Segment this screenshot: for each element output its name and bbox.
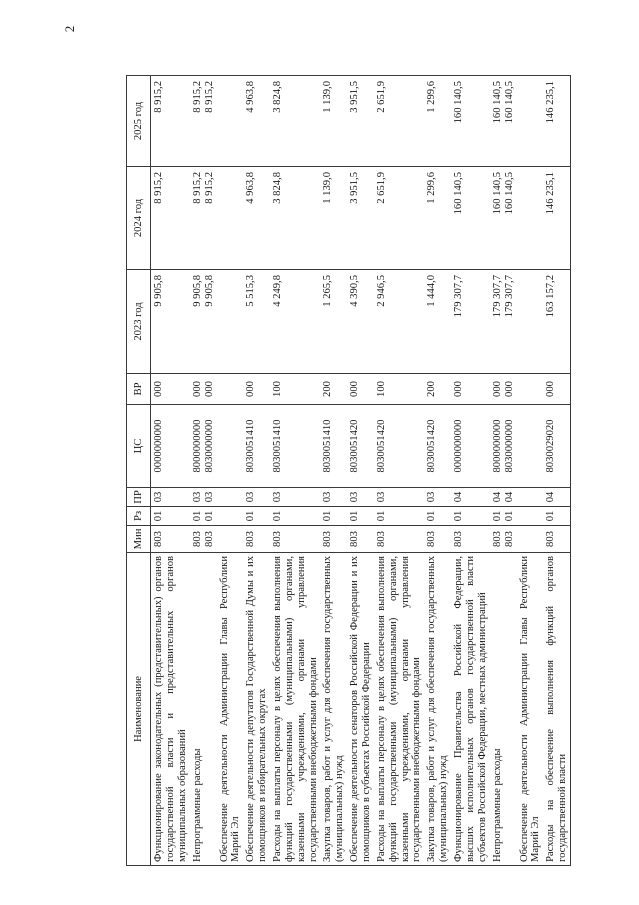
cell-min-value: 803 bbox=[491, 531, 503, 547]
cell-rz bbox=[543, 507, 570, 526]
cell-2024 bbox=[517, 167, 544, 270]
header-min: Мин bbox=[127, 526, 151, 553]
cell-cs-value: 8030051410 bbox=[245, 419, 257, 473]
cell-min bbox=[270, 526, 320, 553]
cell-min-value: 803 bbox=[245, 531, 257, 547]
header-2023: 2023 год bbox=[127, 270, 151, 374]
page-number: 2 bbox=[61, 25, 77, 33]
cell-cs-value: 8000000000 bbox=[191, 419, 203, 473]
cell-2023 bbox=[320, 270, 347, 374]
cell-vr-value: 000 bbox=[503, 381, 515, 397]
cell-min-value: 803 bbox=[375, 531, 387, 547]
cell-2024 bbox=[543, 167, 570, 270]
cell-cs-value: 8030029020 bbox=[545, 419, 557, 473]
cell-name: Расходы на обеспечение выполнения функций органов государственной власти bbox=[543, 553, 570, 866]
table-row bbox=[243, 76, 270, 866]
cell-rz-value: 01 bbox=[203, 510, 215, 522]
cell-cs bbox=[517, 405, 544, 488]
cell-2025 bbox=[451, 76, 490, 167]
cell-min-value: 803 bbox=[191, 531, 203, 547]
cell-vr-value: 000 bbox=[153, 381, 164, 397]
cell-2024 bbox=[151, 167, 190, 270]
cell-rz-value: 01 bbox=[503, 510, 515, 522]
cell-2025 bbox=[347, 76, 374, 167]
cell-2025 bbox=[517, 76, 544, 167]
cell-2023 bbox=[374, 270, 424, 374]
cell-2024-value: 1 299,6 bbox=[426, 172, 438, 204]
cell-rz bbox=[217, 507, 244, 526]
cell-rz bbox=[490, 507, 517, 526]
cell-vr bbox=[151, 374, 190, 405]
cell-2024-value: 160 140,5 bbox=[503, 172, 515, 215]
cell-pr bbox=[374, 488, 424, 507]
cell-2023-value: 9 905,8 bbox=[191, 275, 203, 307]
cell-min-value: 803 bbox=[322, 531, 334, 547]
cell-2025-value: 3 951,5 bbox=[349, 81, 361, 113]
cell-2023-value: 2 946,5 bbox=[375, 275, 387, 307]
cell-2025 bbox=[490, 76, 517, 167]
cell-2025 bbox=[543, 76, 570, 167]
cell-2025-value: 160 140,5 bbox=[503, 81, 515, 124]
cell-rz-value: 01 bbox=[191, 510, 203, 522]
cell-vr-value: 000 bbox=[545, 381, 557, 397]
cell-cs-value: 0000000000 bbox=[153, 419, 164, 473]
cell-2024 bbox=[217, 167, 244, 270]
cell-2025 bbox=[151, 76, 190, 167]
cell-2024 bbox=[270, 167, 320, 270]
cell-rz bbox=[190, 507, 217, 526]
cell-vr bbox=[347, 374, 374, 405]
cell-2024-value: 4 963,8 bbox=[245, 172, 257, 204]
cell-cs bbox=[424, 405, 451, 488]
cell-2023-value: 9 905,8 bbox=[203, 275, 215, 307]
cell-2024 bbox=[243, 167, 270, 270]
table-row bbox=[217, 76, 244, 866]
cell-cs-value: 8030000000 bbox=[503, 419, 515, 473]
cell-cs bbox=[490, 405, 517, 488]
cell-name: Расходы на выплаты персоналу в целях обеспечения выполнения функций государственными (муниципальными) органами, казенными учреждениями, органами управления государственными внебюджетными фондами bbox=[374, 553, 424, 866]
cell-rz bbox=[424, 507, 451, 526]
cell-2025-value: 3 824,8 bbox=[272, 81, 284, 113]
cell-2023-value: 179 307,7 bbox=[453, 275, 465, 318]
cell-name: Обеспечение деятельности депутатов Государственной Думы и их помощников в избирательных округах bbox=[243, 553, 270, 866]
cell-cs bbox=[190, 405, 217, 488]
cell-vr bbox=[270, 374, 320, 405]
cell-name: Расходы на выплаты персоналу в целях обеспечения выполнения функций государственными (муниципальными) органами, казенными учреждениями, органами управления государственными внебюджетными фондами bbox=[270, 553, 320, 866]
cell-rz bbox=[347, 507, 374, 526]
table-row bbox=[151, 76, 190, 866]
cell-2024 bbox=[347, 167, 374, 270]
cell-vr bbox=[424, 374, 451, 405]
cell-2025 bbox=[270, 76, 320, 167]
cell-min bbox=[217, 526, 244, 553]
cell-min bbox=[151, 526, 190, 553]
cell-2025 bbox=[243, 76, 270, 167]
cell-vr-value: 000 bbox=[191, 381, 203, 397]
cell-pr-value: 03 bbox=[153, 491, 164, 503]
cell-rz-value: 01 bbox=[272, 510, 284, 522]
header-vr: ВР bbox=[127, 374, 151, 405]
cell-2023 bbox=[270, 270, 320, 374]
cell-vr bbox=[543, 374, 570, 405]
table-row bbox=[490, 76, 517, 866]
table-row bbox=[270, 76, 320, 866]
cell-2024-value: 160 140,5 bbox=[453, 172, 465, 215]
cell-2023-value: 163 157,2 bbox=[545, 275, 557, 318]
cell-rz bbox=[320, 507, 347, 526]
cell-2024 bbox=[451, 167, 490, 270]
cell-2024-value: 146 235,1 bbox=[545, 172, 557, 215]
cell-2024 bbox=[374, 167, 424, 270]
cell-2024-value: 3 951,5 bbox=[349, 172, 361, 204]
cell-2023-value: 4 249,8 bbox=[272, 275, 284, 307]
cell-vr bbox=[217, 374, 244, 405]
cell-2024-value: 2 651,9 bbox=[375, 172, 387, 204]
cell-pr-value: 04 bbox=[545, 491, 557, 503]
cell-2023 bbox=[243, 270, 270, 374]
cell-cs-value: 8030051410 bbox=[322, 419, 334, 473]
cell-vr bbox=[374, 374, 424, 405]
cell-2024 bbox=[320, 167, 347, 270]
cell-pr-value: 03 bbox=[375, 491, 387, 503]
cell-pr bbox=[243, 488, 270, 507]
cell-min-value: 803 bbox=[272, 531, 284, 547]
table-row bbox=[347, 76, 374, 866]
cell-2023-value: 1 444,0 bbox=[426, 275, 438, 307]
cell-cs-value: 8030051420 bbox=[375, 419, 387, 473]
cell-2025 bbox=[320, 76, 347, 167]
cell-2025-value: 160 140,5 bbox=[453, 81, 465, 124]
cell-2024-value: 8 915,2 bbox=[203, 172, 215, 204]
cell-name: Функционирование законодательных (представительных) органов государственной власти и представительных органов муниципальных образований bbox=[151, 553, 190, 866]
cell-min-value: 803 bbox=[453, 531, 465, 547]
cell-min bbox=[424, 526, 451, 553]
cell-pr-value: 04 bbox=[503, 491, 515, 503]
cell-vr-value: 000 bbox=[491, 381, 503, 397]
rotated-page-content bbox=[126, 76, 569, 866]
cell-2023 bbox=[347, 270, 374, 374]
cell-2023 bbox=[190, 270, 217, 374]
cell-2024-value: 1 139,0 bbox=[322, 172, 334, 204]
cell-2023-value: 179 307,7 bbox=[503, 275, 515, 318]
cell-2025-value: 146 235,1 bbox=[545, 81, 557, 124]
table-row bbox=[190, 76, 217, 866]
cell-rz bbox=[374, 507, 424, 526]
cell-2024-value: 3 824,8 bbox=[272, 172, 284, 204]
cell-2025 bbox=[190, 76, 217, 167]
cell-2025 bbox=[374, 76, 424, 167]
cell-rz bbox=[517, 507, 544, 526]
cell-min-value: 803 bbox=[503, 531, 515, 547]
table-row bbox=[451, 76, 490, 866]
cell-vr bbox=[243, 374, 270, 405]
cell-2025-value: 1 139,0 bbox=[322, 81, 334, 113]
cell-rz bbox=[451, 507, 490, 526]
header-cs: ЦС bbox=[127, 405, 151, 488]
cell-2025-value: 4 963,8 bbox=[245, 81, 257, 113]
cell-pr-value: 03 bbox=[272, 491, 284, 503]
cell-min bbox=[451, 526, 490, 553]
cell-pr bbox=[490, 488, 517, 507]
cell-min-value: 803 bbox=[153, 531, 164, 547]
cell-rz bbox=[151, 507, 190, 526]
cell-2023 bbox=[424, 270, 451, 374]
cell-2025-value: 8 915,2 bbox=[153, 81, 164, 113]
cell-cs bbox=[374, 405, 424, 488]
cell-min-value: 803 bbox=[349, 531, 361, 547]
cell-rz-value: 01 bbox=[349, 510, 361, 522]
table-header-row bbox=[127, 76, 151, 866]
cell-rz-value: 01 bbox=[426, 510, 438, 522]
cell-pr bbox=[517, 488, 544, 507]
cell-min bbox=[543, 526, 570, 553]
cell-name: Закупка товаров, работ и услуг для обеспечения государственных (муниципальных) нужд bbox=[320, 553, 347, 866]
cell-2023-value: 5 515,3 bbox=[245, 275, 257, 307]
cell-rz bbox=[270, 507, 320, 526]
cell-cs-value: 8030051420 bbox=[426, 419, 438, 473]
cell-name: Обеспечение деятельности Администрации Главы Республики Марий Эл bbox=[517, 553, 544, 866]
cell-min-value: 803 bbox=[545, 531, 557, 547]
cell-2025-value: 1 299,6 bbox=[426, 81, 438, 113]
cell-min bbox=[374, 526, 424, 553]
table-row bbox=[424, 76, 451, 866]
cell-name: Непрограммные расходы bbox=[190, 553, 217, 866]
cell-min-value: 803 bbox=[203, 531, 215, 547]
cell-cs bbox=[217, 405, 244, 488]
cell-pr bbox=[451, 488, 490, 507]
cell-pr bbox=[320, 488, 347, 507]
cell-pr-value: 03 bbox=[349, 491, 361, 503]
cell-pr-value: 03 bbox=[203, 491, 215, 503]
cell-name: Обеспечение деятельности сенаторов Российской Федерации и их помощников в субъектах Российской Федерации bbox=[347, 553, 374, 866]
table-row bbox=[374, 76, 424, 866]
table-row bbox=[517, 76, 544, 866]
cell-pr bbox=[543, 488, 570, 507]
cell-cs bbox=[151, 405, 190, 488]
cell-2024-value: 160 140,5 bbox=[491, 172, 503, 215]
cell-pr bbox=[151, 488, 190, 507]
cell-pr-value: 04 bbox=[453, 491, 465, 503]
cell-rz-value: 01 bbox=[453, 510, 465, 522]
cell-2025-value: 160 140,5 bbox=[491, 81, 503, 124]
cell-name: Функционирование Правительства Российской Федерации, высших исполнительных органов государственной власти субъектов Российской Федерации, местных администраций bbox=[451, 553, 490, 866]
cell-cs-value: 8030051420 bbox=[349, 419, 361, 473]
cell-2023 bbox=[217, 270, 244, 374]
cell-pr bbox=[217, 488, 244, 507]
cell-2025-value: 2 651,9 bbox=[375, 81, 387, 113]
cell-2023 bbox=[490, 270, 517, 374]
cell-pr bbox=[270, 488, 320, 507]
cell-cs bbox=[451, 405, 490, 488]
cell-vr bbox=[490, 374, 517, 405]
cell-cs bbox=[543, 405, 570, 488]
cell-rz-value: 01 bbox=[153, 510, 164, 522]
cell-2025-value: 8 915,2 bbox=[191, 81, 203, 113]
cell-rz-value: 01 bbox=[245, 510, 257, 522]
cell-min bbox=[320, 526, 347, 553]
cell-min bbox=[347, 526, 374, 553]
cell-pr bbox=[347, 488, 374, 507]
cell-2024 bbox=[424, 167, 451, 270]
cell-cs-value: 8000000000 bbox=[491, 419, 503, 473]
cell-2023-value: 4 390,5 bbox=[349, 275, 361, 307]
cell-2024-value: 8 915,2 bbox=[191, 172, 203, 204]
cell-rz bbox=[243, 507, 270, 526]
cell-pr-value: 03 bbox=[245, 491, 257, 503]
cell-2025 bbox=[217, 76, 244, 167]
cell-min bbox=[517, 526, 544, 553]
header-rz: Рз bbox=[127, 507, 151, 526]
cell-cs bbox=[243, 405, 270, 488]
cell-2024 bbox=[190, 167, 217, 270]
header-2024: 2024 год bbox=[127, 167, 151, 270]
cell-2023-value: 179 307,7 bbox=[491, 275, 503, 318]
cell-pr-value: 03 bbox=[322, 491, 334, 503]
cell-min bbox=[243, 526, 270, 553]
cell-2024-value: 8 915,2 bbox=[153, 172, 164, 204]
cell-min-value: 803 bbox=[426, 531, 438, 547]
cell-pr-value: 03 bbox=[426, 491, 438, 503]
cell-2025 bbox=[424, 76, 451, 167]
cell-name: Закупка товаров, работ и услуг для обеспечения государственных (муниципальных) нужд bbox=[424, 553, 451, 866]
table-row bbox=[320, 76, 347, 866]
header-name: Наименование bbox=[127, 553, 151, 866]
cell-vr-value: 000 bbox=[453, 381, 465, 397]
cell-cs-value: 8030000000 bbox=[203, 419, 215, 473]
cell-2023 bbox=[543, 270, 570, 374]
budget-table bbox=[126, 75, 571, 866]
cell-vr bbox=[190, 374, 217, 405]
cell-cs-value: 8030051410 bbox=[272, 419, 284, 473]
cell-vr-value: 100 bbox=[272, 381, 284, 397]
cell-min bbox=[190, 526, 217, 553]
cell-rz-value: 01 bbox=[375, 510, 387, 522]
cell-pr-value: 04 bbox=[491, 491, 503, 503]
cell-cs-value: 0000000000 bbox=[453, 419, 465, 473]
cell-2025-value: 8 915,2 bbox=[203, 81, 215, 113]
cell-rz-value: 01 bbox=[545, 510, 557, 522]
cell-cs bbox=[320, 405, 347, 488]
cell-2023 bbox=[151, 270, 190, 374]
cell-2023 bbox=[517, 270, 544, 374]
cell-vr-value: 000 bbox=[203, 381, 215, 397]
cell-vr bbox=[320, 374, 347, 405]
cell-2024 bbox=[490, 167, 517, 270]
cell-cs bbox=[270, 405, 320, 488]
cell-2023-value: 9 905,8 bbox=[153, 275, 164, 307]
cell-pr bbox=[190, 488, 217, 507]
cell-vr-value: 000 bbox=[349, 381, 361, 397]
cell-vr-value: 000 bbox=[245, 381, 257, 397]
cell-2023 bbox=[451, 270, 490, 374]
cell-vr bbox=[517, 374, 544, 405]
cell-vr-value: 100 bbox=[375, 381, 387, 397]
cell-cs bbox=[347, 405, 374, 488]
cell-2023-value: 1 265,5 bbox=[322, 275, 334, 307]
header-pr: ПР bbox=[127, 488, 151, 507]
cell-vr-value: 200 bbox=[322, 381, 334, 397]
cell-min bbox=[490, 526, 517, 553]
cell-vr-value: 200 bbox=[426, 381, 438, 397]
cell-rz-value: 01 bbox=[322, 510, 334, 522]
cell-vr bbox=[451, 374, 490, 405]
cell-name: Непрограммные расходы bbox=[490, 553, 517, 866]
cell-pr-value: 03 bbox=[191, 491, 203, 503]
table-row bbox=[543, 76, 570, 866]
cell-pr bbox=[424, 488, 451, 507]
header-2025: 2025 год bbox=[127, 76, 151, 167]
cell-rz-value: 01 bbox=[491, 510, 503, 522]
cell-name: Обеспечение деятельности Администрации Главы Республики Марий Эл bbox=[217, 553, 244, 866]
